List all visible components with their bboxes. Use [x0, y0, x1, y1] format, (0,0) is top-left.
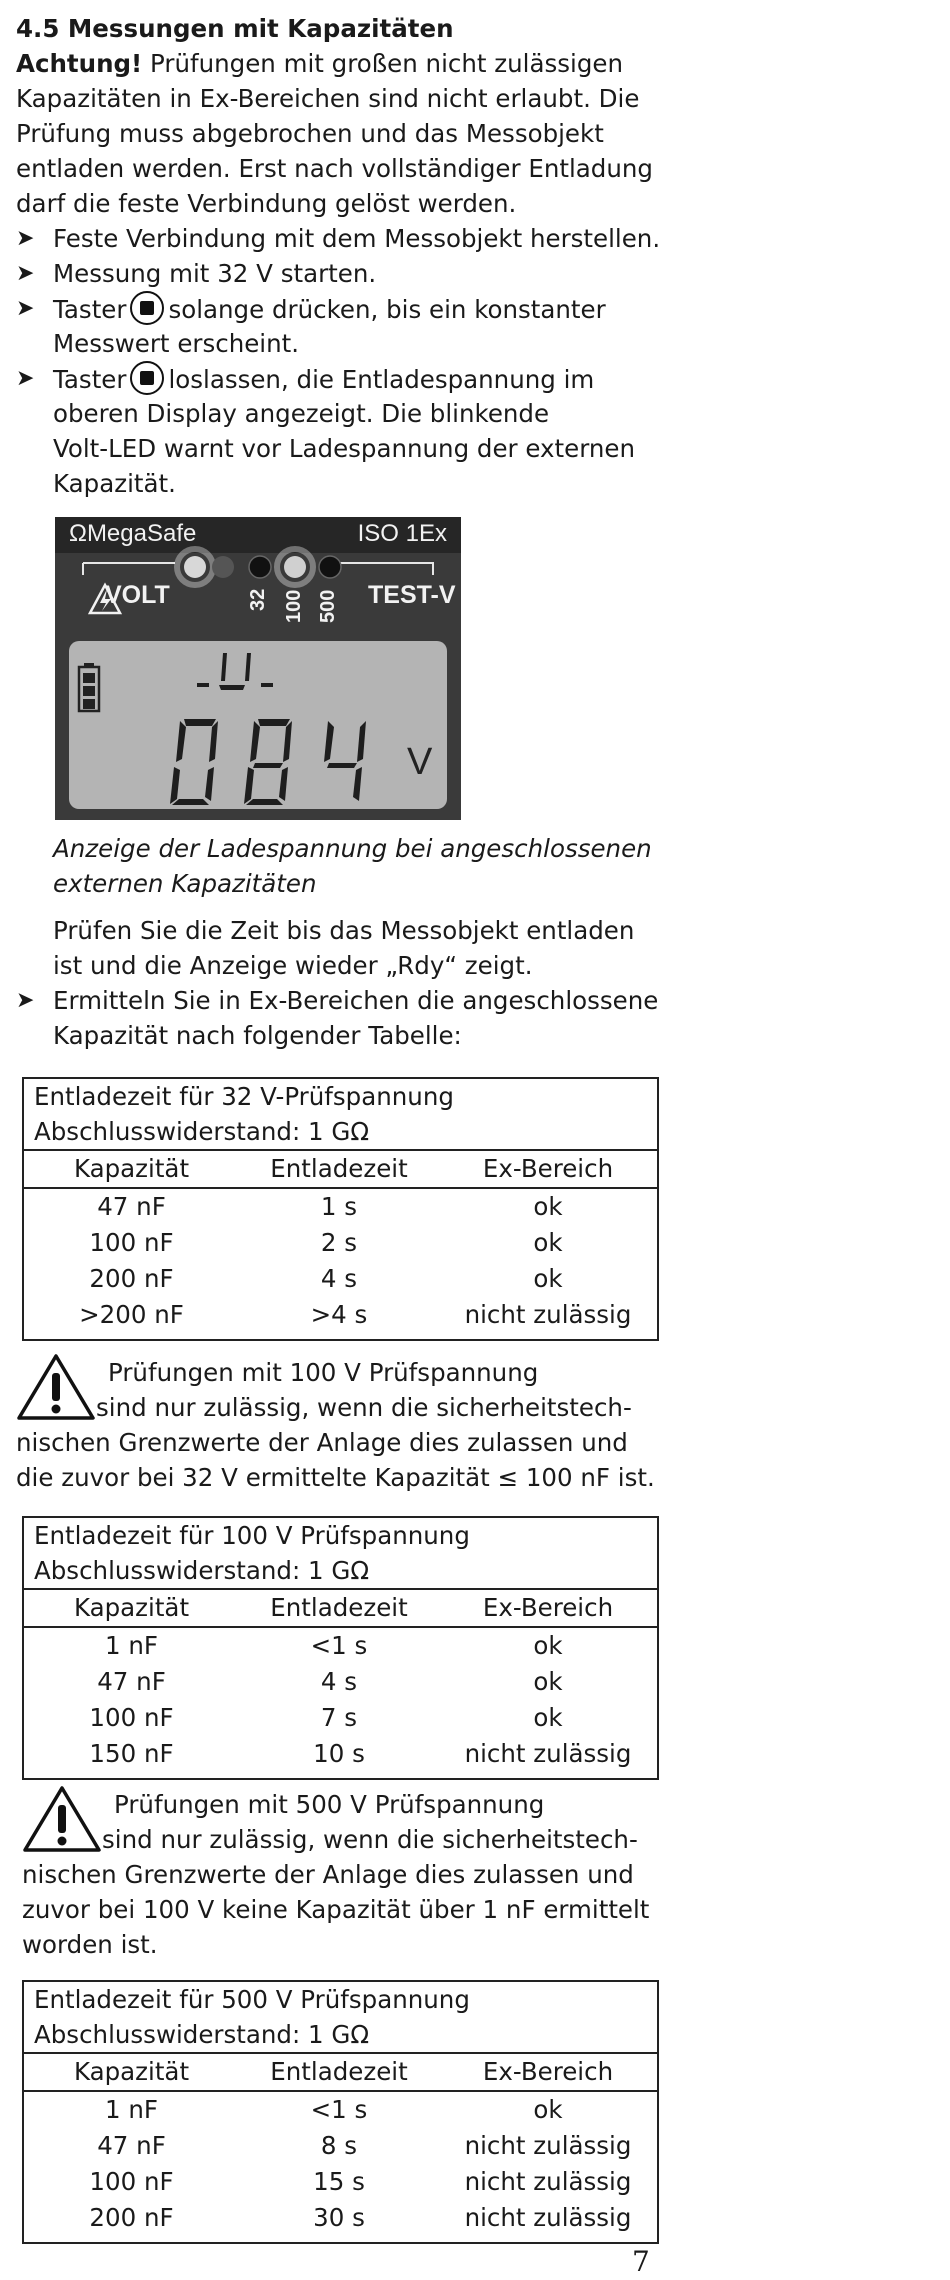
note-100v: Prüfungen mit 100 V Prüfspannung	[108, 1358, 539, 1387]
lcd-segments	[69, 641, 447, 809]
table-cell: nicht zulässig	[464, 2203, 632, 2232]
table-cell: 1 nF	[105, 1631, 158, 1660]
table-cell: 2 s	[320, 1228, 358, 1257]
table-row	[24, 1628, 657, 1664]
table-row	[24, 2092, 657, 2128]
table-cell: 15 s	[313, 2167, 365, 2196]
table-cell: 4 s	[320, 1667, 358, 1696]
table-cell: >200 nF	[79, 1300, 184, 1329]
note-100v: nischen Grenzwerte der Anlage dies zulassen und	[16, 1428, 628, 1457]
note-100v: sind nur zulässig, wenn die sicherheitstech-	[96, 1393, 632, 1422]
table-cell: 47 nF	[97, 2131, 166, 2160]
bullet-arrow-icon: ➤	[16, 988, 35, 1013]
warning-label: Achtung!	[16, 49, 143, 78]
step-3-cont: Messwert erscheint.	[53, 329, 300, 358]
table-row	[24, 1261, 657, 1297]
warning-paragraph-line	[16, 46, 623, 81]
note-500v: sind nur zulässig, wenn die sicherheitstech-	[102, 1825, 638, 1854]
step-3-text: solange drücken, bis ein konstanter	[168, 295, 606, 324]
col-header: Entladezeit	[270, 2057, 408, 2086]
device-display-image	[55, 517, 461, 820]
table-row	[24, 2164, 657, 2200]
step-5: Ermitteln Sie in Ex-Bereichen die angeschlossene	[53, 986, 659, 1015]
table-header	[24, 1079, 657, 1151]
device-indicator-panel	[55, 517, 461, 641]
table-subtitle: Abschlusswiderstand: 1 GΩ	[34, 1117, 370, 1146]
figure-caption: Anzeige der Ladespannung bei angeschlossenen	[53, 834, 652, 863]
step-4-cont: Volt-LED warnt vor Ladespannung der externen	[53, 434, 635, 463]
table-row	[24, 1700, 657, 1736]
table-cell: 47 nF	[97, 1192, 166, 1221]
step-3-text: Taster	[53, 295, 127, 324]
col-header: Kapazität	[73, 1154, 190, 1183]
table-cell: <1 s	[310, 1631, 368, 1660]
table-subtitle: Abschlusswiderstand: 1 GΩ	[34, 2020, 370, 2049]
table-row	[24, 1225, 657, 1261]
table-title: Entladezeit für 100 V Prüfspannung	[34, 1521, 470, 1550]
check-text: Prüfen Sie die Zeit bis das Messobjekt entladen	[53, 916, 635, 945]
table-column-headers	[24, 1151, 657, 1189]
stop-key-icon	[130, 291, 164, 325]
table-cell: >4 s	[310, 1300, 368, 1329]
check-text: ist und die Anzeige wieder „Rdy“ zeigt.	[53, 951, 533, 980]
table-cell: nicht zulässig	[464, 1739, 632, 1768]
table-cell: 30 s	[313, 2203, 365, 2232]
warning-triangle-icon	[16, 1353, 96, 1421]
warning-paragraph-line: Prüfung muss abgebrochen und das Messobjekt	[16, 119, 604, 148]
col-header: Kapazität	[73, 2057, 190, 2086]
col-header: Ex-Bereich	[482, 2057, 614, 2086]
step-2: Messung mit 32 V starten.	[53, 259, 377, 288]
warning-triangle-icon	[22, 1785, 102, 1853]
warning-paragraph-line: darf die feste Verbindung gelöst werden.	[16, 189, 517, 218]
table-column-headers	[24, 1590, 657, 1628]
table-row	[24, 1664, 657, 1700]
voltage-label-100: 100	[283, 589, 305, 623]
section-heading: 4.5 Messungen mit Kapazitäten	[16, 14, 454, 43]
table-cell: 200 nF	[89, 1264, 174, 1293]
table-cell: 8 s	[320, 2131, 358, 2160]
table-cell: 100 nF	[89, 2167, 174, 2196]
volt-led-icon	[184, 556, 206, 578]
bullet-arrow-icon: ➤	[16, 366, 35, 391]
step-4	[53, 361, 594, 397]
table-cell: <1 s	[310, 2095, 368, 2124]
table-100v	[22, 1516, 659, 1780]
col-header: Entladezeit	[270, 1593, 408, 1622]
step-1: Feste Verbindung mit dem Messobjekt herstellen.	[53, 224, 661, 253]
step-3	[53, 291, 606, 327]
step-4-cont: Kapazität.	[53, 469, 176, 498]
table-cell: 1 nF	[105, 2095, 158, 2124]
note-500v: Prüfungen mit 500 V Prüfspannung	[114, 1790, 545, 1819]
col-header: Entladezeit	[270, 1154, 408, 1183]
table-cell: ok	[533, 1703, 563, 1732]
step-4-text: Taster	[53, 365, 127, 394]
table-cell: 100 nF	[89, 1228, 174, 1257]
bullet-arrow-icon: ➤	[16, 296, 35, 321]
table-header	[24, 1982, 657, 2054]
battery-icon	[79, 663, 99, 711]
table-cell: 200 nF	[89, 2203, 174, 2232]
table-cell: 150 nF	[89, 1739, 174, 1768]
table-cell: nicht zulässig	[464, 2131, 632, 2160]
table-title: Entladezeit für 32 V-Prüfspannung	[34, 1082, 454, 1111]
table-cell: ok	[533, 1667, 563, 1696]
table-cell: 100 nF	[89, 1703, 174, 1732]
col-header: Ex-Bereich	[482, 1154, 614, 1183]
table-subtitle: Abschlusswiderstand: 1 GΩ	[34, 1556, 370, 1585]
bullet-arrow-icon: ➤	[16, 226, 35, 251]
volt-label: VOLT	[105, 581, 170, 609]
warning-text: Prüfungen mit großen nicht zulässigen	[142, 49, 623, 78]
table-500v	[22, 1980, 659, 2244]
table-cell: ok	[533, 1192, 563, 1221]
bullet-arrow-icon: ➤	[16, 261, 35, 286]
note-500v: nischen Grenzwerte der Anlage dies zulassen und	[22, 1860, 634, 1889]
note-500v: zuvor bei 100 V keine Kapazität über 1 nF ermittelt	[22, 1895, 650, 1924]
table-row	[24, 1736, 657, 1772]
lcd-digit-8	[244, 719, 292, 805]
lcd-digit-4	[324, 721, 366, 801]
table-cell: 4 s	[320, 1264, 358, 1293]
voltage-label-32: 32	[247, 588, 269, 611]
step-4-cont: oberen Display angezeigt. Die blinkende	[53, 399, 550, 428]
stop-key-icon	[130, 361, 164, 395]
table-header	[24, 1518, 657, 1590]
table-cell: 10 s	[313, 1739, 365, 1768]
col-header: Ex-Bereich	[482, 1593, 614, 1622]
col-header: Kapazität	[73, 1593, 190, 1622]
warning-paragraph-line: Kapazitäten in Ex-Bereichen sind nicht erlaubt. Die	[16, 84, 640, 113]
table-cell: ok	[533, 1264, 563, 1293]
table-row	[24, 2200, 657, 2236]
page-number: 7	[632, 2245, 650, 2278]
table-cell: ok	[533, 2095, 563, 2124]
lcd-mode-indicator	[197, 653, 273, 690]
table-title: Entladezeit für 500 V Prüfspannung	[34, 1985, 470, 2014]
step-5-cont: Kapazität nach folgender Tabelle:	[53, 1021, 462, 1050]
voltage-label-500: 500	[317, 589, 339, 623]
table-cell: 47 nF	[97, 1667, 166, 1696]
lcd-unit: V	[407, 741, 433, 783]
lcd-digit-0	[170, 719, 218, 805]
table-cell: 1 s	[320, 1192, 358, 1221]
warning-paragraph-line: entladen werden. Erst nach vollständiger Entladung	[16, 154, 653, 183]
figure-caption: externen Kapazitäten	[53, 869, 317, 898]
table-cell: nicht zulässig	[464, 2167, 632, 2196]
table-cell: ok	[533, 1631, 563, 1660]
lcd-screen	[69, 641, 447, 809]
table-cell: ok	[533, 1228, 563, 1257]
table-row	[24, 2128, 657, 2164]
note-500v: worden ist.	[22, 1930, 158, 1959]
table-cell: nicht zulässig	[464, 1300, 632, 1329]
step-4-text: loslassen, die Entladespannung im	[168, 365, 595, 394]
test-voltage-label: TEST-V	[368, 581, 456, 609]
table-column-headers	[24, 2054, 657, 2092]
table-row	[24, 1189, 657, 1225]
device-model: ISO 1Ex	[357, 520, 447, 547]
note-100v: die zuvor bei 32 V ermittelte Kapazität ≤ 100 nF ist.	[16, 1463, 655, 1492]
table-cell: 7 s	[320, 1703, 358, 1732]
table-32v	[22, 1077, 659, 1341]
device-brand: ΩMegaSafe	[69, 520, 197, 547]
table-row	[24, 1297, 657, 1333]
